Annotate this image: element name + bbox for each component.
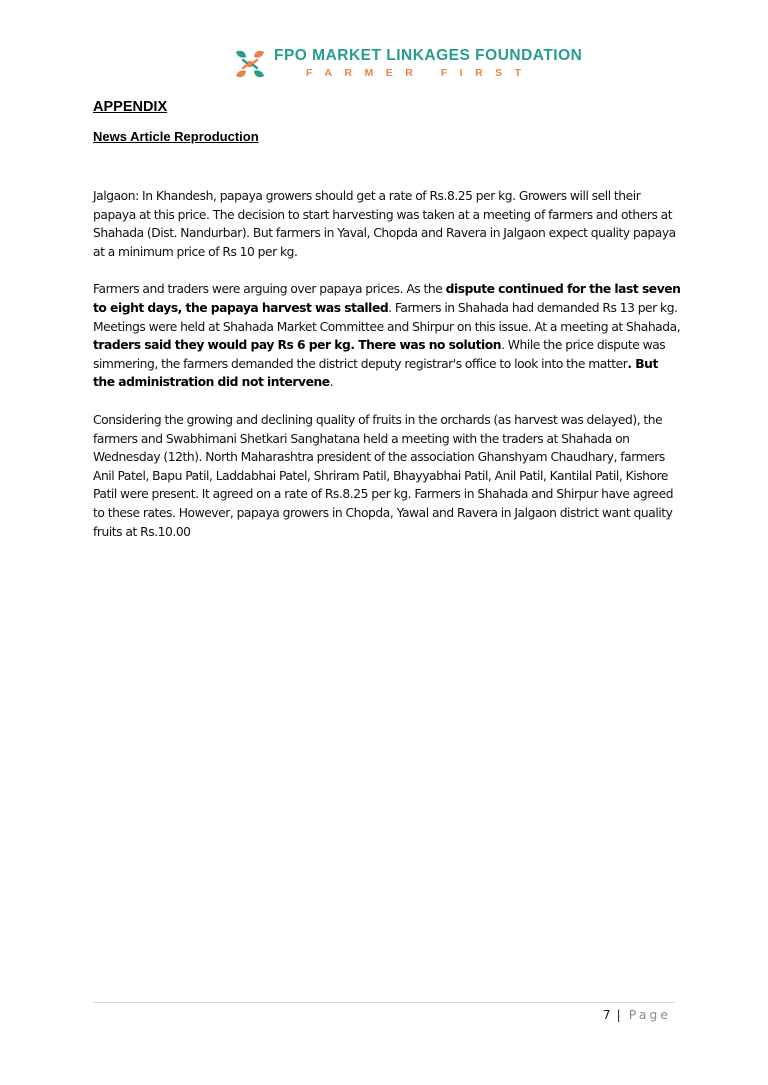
p2-text-3: . While the price dispute was simmering, the farmers demanded the district deputy registrar's office to look into the matter bbox=[93, 338, 666, 371]
p2-bold-3: . But the administration did not intervene bbox=[93, 356, 658, 390]
p2-bold-1: dispute continued for the last seven to eight days, the papaya harvest was stalled bbox=[93, 282, 681, 315]
article-paragraph-1: Jalgaon: In Khandesh, papaya growers should get a rate of Rs.8.25 per kg. Growers will sell their papaya at this price. The decision to start harvesting was taken at a meeting of farmers and others at Shahada (Dist. Nandurbar). But farmers in Yaval, Chopda and Ravera in Jalgaon expect quality papaya at a minimum price of Rs 10 per kg. bbox=[93, 189, 676, 259]
p2-bold-2: traders said they would pay Rs 6 per kg. There was no solution bbox=[93, 338, 502, 353]
page-footer bbox=[603, 1007, 671, 1022]
footer-divider bbox=[93, 1002, 675, 1003]
page-separator: | bbox=[616, 1007, 621, 1022]
p2-text-4: . bbox=[329, 375, 334, 390]
article-paragraph-3: Considering the growing and declining quality of fruits in the orchards (as harvest was delayed), the farmers and Swabhimani Shetkari Sanghatana held a meeting with the traders at Shahada on Wednesday (12th). North Maharashtra president of the association Ghanshyam Chaudhary, farmers Anil Patel, Bapu Patil, Laddabhai Patel, Shriram Patil, Bhayyabhai Patil, Anil Patil, Kantilal Patil, Kishore Patil were present. It agreed on a rate of Rs.8.25 per kg. Farmers in Shahada and Shirpur have agreed to these rates. However, papaya growers in Chopda, Yawal and Ravera in Jalgaon district want quality fruits at Rs.10.00 bbox=[93, 412, 674, 539]
leaf-cluster-logo-icon bbox=[232, 46, 268, 82]
brand-name: FPO MARKET LINKAGES FOUNDATION bbox=[274, 47, 583, 64]
p2-text-2: . Farmers in Shahada had demanded Rs 13 per kg. Meetings were held at Shahada Market Committee and Shirpur on this issue. At a meeting at Shahada, bbox=[93, 300, 681, 334]
brand-tagline: FARMER FIRST bbox=[306, 67, 534, 79]
news-article bbox=[93, 187, 683, 560]
p2-text-1: Farmers and traders were arguing over papaya prices. As the bbox=[93, 282, 446, 297]
appendix-title: APPENDIX bbox=[93, 99, 168, 115]
article-paragraph-2 bbox=[93, 280, 683, 392]
page-label: Page bbox=[628, 1007, 671, 1022]
page-number: 7 bbox=[602, 1007, 611, 1022]
header-logo bbox=[232, 44, 583, 84]
section-subtitle: News Article Reproduction bbox=[93, 129, 259, 144]
